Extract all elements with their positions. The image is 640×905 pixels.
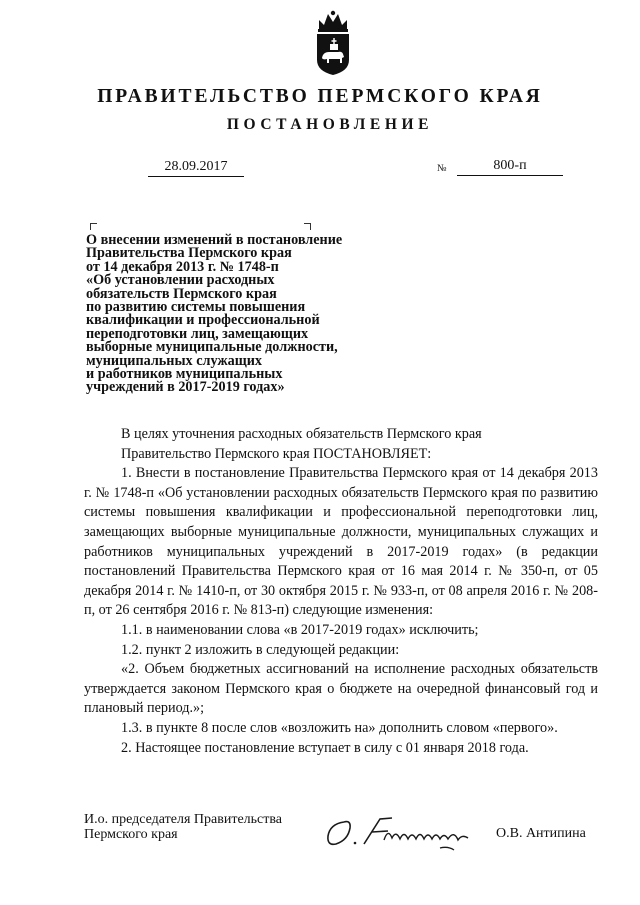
paragraph-quoted-item-2: «2. Объем бюджетных ассигнований на исполнение расходных обязательств утверждается законом Пермского края о бюджете на очередной финансовый год и плановый период.»;	[84, 661, 598, 717]
subject-line: учреждений в 2017-2019 годах»	[86, 379, 285, 396]
document-number: 800-п	[457, 157, 563, 176]
paragraph-item-1-3: 1.3. в пункте 8 после слов «возложить на» дополнить словом «первого».	[121, 719, 558, 736]
document-date: 28.09.2017	[148, 158, 244, 177]
subject-line: Правительства Пермского края	[86, 245, 292, 262]
subject-corner-right	[304, 223, 311, 230]
subject-line: по развитию системы повышения	[86, 299, 306, 316]
signer-position-line: И.о. председателя Правительства	[84, 812, 283, 827]
number-sign: №	[437, 163, 447, 174]
paragraph-item-1-2: 1.2. пункт 2 изложить в следующей редакции:	[121, 641, 400, 658]
subject-line: выборные муниципальные должности,	[86, 339, 338, 356]
subject-line: от 14 декабря 2013 г. № 1748-п	[86, 258, 279, 275]
coat-of-arms-icon	[311, 8, 355, 76]
subject-line: «Об установлении расходных	[86, 272, 275, 289]
document-subject	[86, 234, 376, 395]
government-title: ПРАВИТЕЛЬСТВО ПЕРМСКОГО КРАЯ	[97, 86, 543, 107]
signer-position	[84, 812, 282, 842]
signer-name: О.В. Антипина	[496, 826, 586, 841]
subject-line: и работников муниципальных	[86, 366, 283, 383]
handwritten-signature	[322, 810, 494, 856]
paragraph-preamble: В целях уточнения расходных обязательств Пермского края	[121, 426, 482, 442]
document-body	[84, 425, 598, 758]
document-type: ПОСТАНОВЛЕНИЕ	[226, 116, 434, 133]
paragraph-item-1: 1. Внести в постановление Правительства Пермского края от 14 декабря 2013 г. № 1748-п «Об установлении расходных обязательств Пермского края по развитию системы повышения квалификации и профессиональной переподготовки лиц, замещающих выборные муниципальные должности, муниципальных служащих и работников муниципальных учреждений в 2017-2019 годах» (в редакции постановлений Правительства Пермского края от 16 мая 2014 г. № 350-п, от 05 декабря 2014 г. № 1410-п, от 30 октября 2015 г. № 933-п, от 08 апреля 2016 г. № 208-п, от 26 сентября 2016 г. № 813-п) следующие изменения:	[84, 465, 598, 619]
subject-line: обязательств Пермского края	[86, 285, 277, 302]
paragraph-item-1-1: 1.1. в наименовании слова «в 2017-2019 годах» исключить;	[121, 621, 479, 638]
signer-position-line: Пермского края	[84, 827, 178, 842]
subject-corner-left	[90, 223, 97, 230]
subject-line: переподготовки лиц, замещающих	[86, 325, 309, 342]
paragraph-item-2: 2. Настоящее постановление вступает в силу с 01 января 2018 года.	[121, 739, 529, 756]
subject-line: муниципальных служащих	[86, 352, 262, 369]
paragraph-resolves: Правительство Пермского края ПОСТАНОВЛЯЕТ:	[121, 445, 432, 462]
subject-line: О внесении изменений в постановление	[86, 232, 343, 248]
subject-line: квалификации и профессиональной	[86, 312, 320, 329]
